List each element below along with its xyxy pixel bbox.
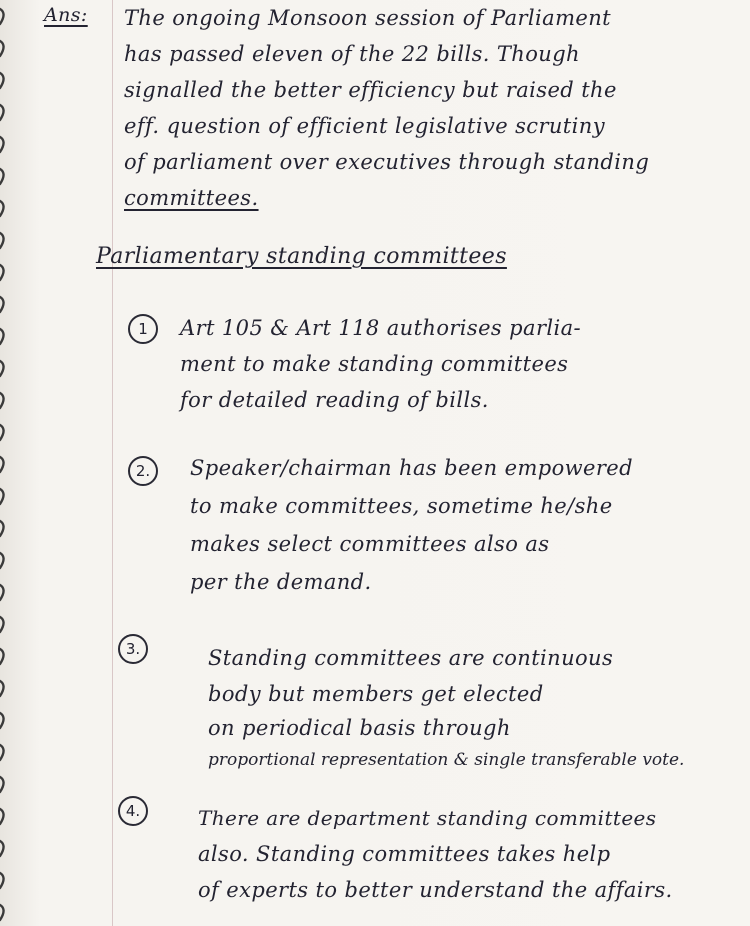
point-line: on periodical basis through [208,716,511,740]
answer-label: Ans: [44,4,88,26]
intro-line: has passed eleven of the 22 bills. Though [124,42,580,66]
margin-line [112,0,113,926]
point-line: to make committees, sometime he/she [190,494,613,518]
intro-line: committees. [124,186,259,210]
point-line: per the demand. [190,570,372,594]
point-line: body but members get elected [208,682,544,706]
intro-line: of parliament over executives through standing [124,150,650,174]
point-line: There are department standing committees [198,806,657,830]
intro-line: signalled the better efficiency but raised the [124,78,617,102]
point-line: Speaker/chairman has been empowered [190,456,633,480]
point-number: 2. [128,456,158,486]
spiral-binding [0,0,22,926]
point-line: for detailed reading of bills. [180,388,489,412]
section-heading: Parliamentary standing committees [96,244,507,269]
point-number: 4. [118,796,148,826]
point-line: also. Standing committees takes help [198,842,611,866]
point-number: 1 [128,314,158,344]
point-line: of experts to better understand the affairs. [198,878,673,902]
point-line: ment to make standing committees [180,352,569,376]
point-line: Art 105 & Art 118 authorises parlia- [180,316,582,340]
point-line: proportional representation & single transferable vote. [208,750,685,770]
point-line: makes select committees also as [190,532,550,556]
intro-line: eff. question of efficient legislative scrutiny [124,114,605,138]
intro-line: The ongoing Monsoon session of Parliament [124,6,611,30]
point-line: Standing committees are continuous [208,646,614,670]
point-number: 3. [118,634,148,664]
